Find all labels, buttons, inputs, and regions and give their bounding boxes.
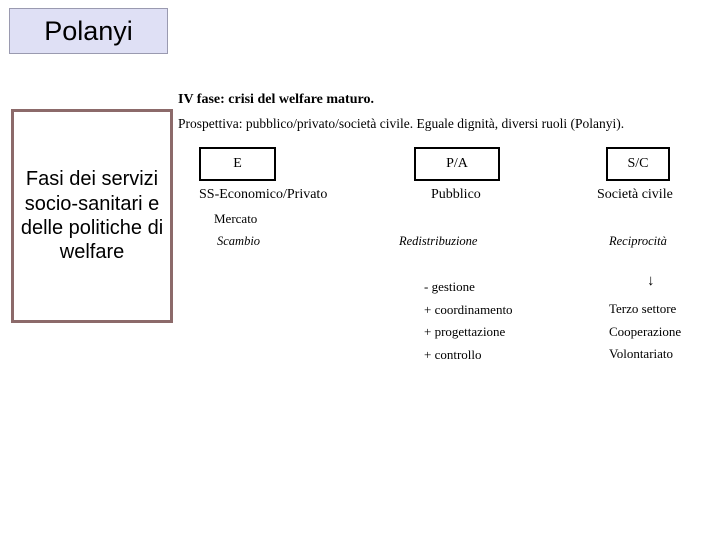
sector-pa-list <box>424 276 513 366</box>
sector-box-e <box>199 147 276 181</box>
sector-e-label: SS-Economico/Privato <box>199 187 328 202</box>
phase-heading: IV fase: crisi del welfare maturo. <box>178 92 374 107</box>
side-note-box <box>11 109 173 323</box>
list-item: + controllo <box>424 346 482 362</box>
sector-box-pa-label: P/A <box>446 156 468 171</box>
sector-e-mode: Scambio <box>217 234 261 248</box>
list-item: + progettazione <box>424 324 506 339</box>
sector-sc-label: Società civile <box>597 187 673 202</box>
sector-box-pa <box>414 147 500 181</box>
sector-pa-label: Pubblico <box>431 187 481 202</box>
sector-box-e-label: E <box>233 156 242 171</box>
list-item: Cooperazione <box>609 323 682 339</box>
down-arrow-icon: ↓ <box>647 273 655 289</box>
list-item: Volontariato <box>609 346 674 361</box>
sector-sc-mode: Reciprocità <box>609 234 667 248</box>
slide-title: Polanyi <box>9 8 168 54</box>
perspective-subheading: Prospettiva: pubblico/privato/società civile. Eguale dignità, diversi ruoli (Polanyi). <box>178 116 625 131</box>
sector-box-sc <box>606 147 670 181</box>
sector-pa-mode: Redistribuzione <box>399 234 478 248</box>
side-note-text: Fasi dei servizi socio-sanitari e delle politiche di welfare <box>20 168 164 264</box>
list-item: Terzo settore <box>609 301 677 316</box>
list-item: - gestione <box>424 279 475 294</box>
sector-e-sub: Mercato <box>214 211 258 226</box>
list-item: + coordinamento <box>424 301 513 317</box>
sector-box-sc-label: S/C <box>627 156 649 171</box>
sector-sc-list <box>609 298 681 366</box>
